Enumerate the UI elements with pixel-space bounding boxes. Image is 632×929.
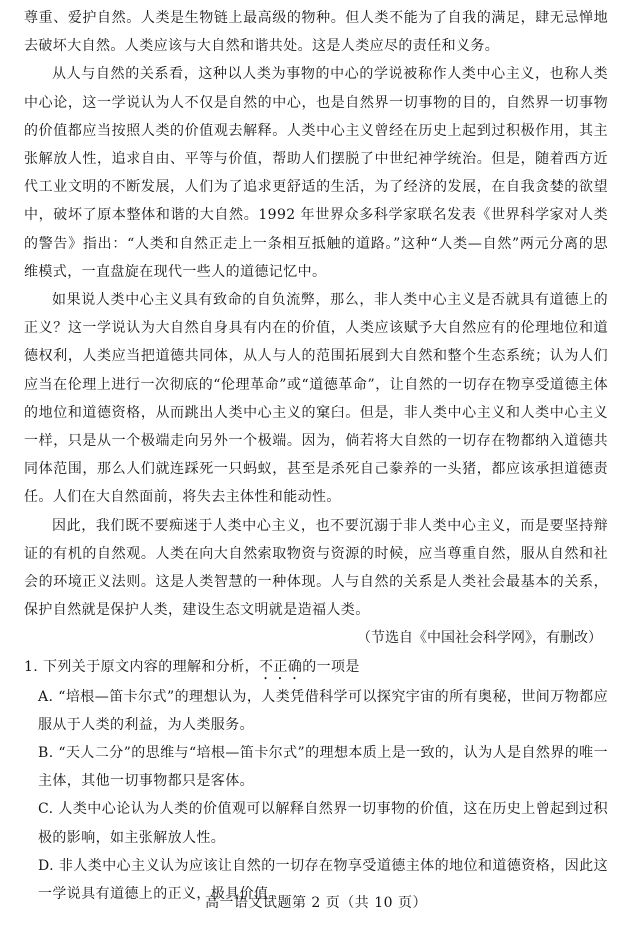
page-footer: 高一语文试题第 2 页（共 10 页）: [204, 895, 428, 911]
question-stem-emphasis: 不正确: [259, 658, 303, 675]
option-b: B. “天人二分”的思维与“培根—笛卡尔式”的理想本质上是一致的，认为人是自然界的唯一主体，其他一切事物都只是客体。: [38, 745, 608, 790]
passage-paragraph-1: 尊重、爱护自然。人类是生物链上最高级的物种。但人类不能为了自我的满足，肆无忌惮地去破坏大自然。人类应该与大自然和谐共处。这是人类应尽的责任和义务。: [24, 10, 608, 55]
passage-paragraph-3: 如果说人类中心主义具有致命的自负流弊，那么，非人类中心主义是否就具有道德上的正义？这一学说认为大自然自身具有内在的价值，人类应该赋予大自然应有的伦理地位和道德权利，人类应当把道德共同体，从人与人的范围拓展到大自然和整个生态系统；认为人们应当在伦理上进行一次彻底的“伦理革命”或“道德革命”，让自然的一切存在物享受道德主体的地位和道德资格，从而跳出人类中心主义的窠臼。但是，非人类中心主义和人类中心主义一样，只是从一个极端走向另外一个极端。因为，倘若将大自然的一切存在物都纳入道德共同体范围，那么人们就连踩死一只蚂蚁，甚至是杀死自己豢养的一头猪，都应该承担道德责任。人们在大自然面前，将失去主体性和能动性。: [24, 292, 608, 506]
option-a: A. “培根—笛卡尔式”的理想认为，人类凭借科学可以探究宇宙的所有奥秘，世间万物都应服从于人类的利益，为人类服务。: [38, 688, 608, 733]
question-stem: [24, 653, 608, 683]
question-stem-prefix: 1. 下列关于原文内容的理解和分析，: [24, 658, 260, 675]
option-c: C. 人类中心论认为人类的价值观可以解释自然界一切事物的价值，这在历史上曾起到过积极的影响，如主张解放人性。: [38, 801, 608, 846]
passage-paragraph-2: 从人与自然的关系看，这种以人类为事物的中心的学说被称作人类中心主义，也称人类中心论，这一学说认为人不仅是自然的中心，也是自然界一切事物的目的，自然界一切事物的价值都应当按照人类的价值观去解释。人类中心主义曾经在历史上起到过积极作用，其主张解放人性，追求自由、平等与价值，帮助人们摆脱了中世纪神学统治。但是，随着西方近代工业文明的不断发展，人们为了追求更舒适的生活，为了经济的发展，在自我贪婪的欲望中，破坏了原本整体和谐的大自然。1992 年世界众多科学家联名发表《世界科学家对人类的警告》指出：“人类和自然正走上一条相互抵触的道路。”这种“人类—自然”两元分离的思维模式，一直盘旋在现代一些人的道德记忆中。: [24, 66, 608, 280]
passage-paragraph-4: 因此，我们既不要痴迷于人类中心主义，也不要沉溺于非人类中心主义，而是要坚持辩证的有机的自然观。人类在向大自然索取物资与资源的时候，应当尊重自然，服从自然和社会的环境正义法则。这是人类智慧的一种体现。人与自然的关系是人类社会最基本的关系，保护自然就是保护人类，建设生态文明就是造福人类。: [24, 517, 608, 619]
source-citation: （节选自《中国社会科学网》，有删改）: [357, 630, 602, 647]
option-d: D. 非人类中心主义认为应该让自然的一切存在物享受道德主体的地位和道德资格，因此这一学说具有道德上的正义，极具价值。: [38, 857, 608, 903]
question-stem-suffix: 的一项是: [302, 658, 360, 675]
